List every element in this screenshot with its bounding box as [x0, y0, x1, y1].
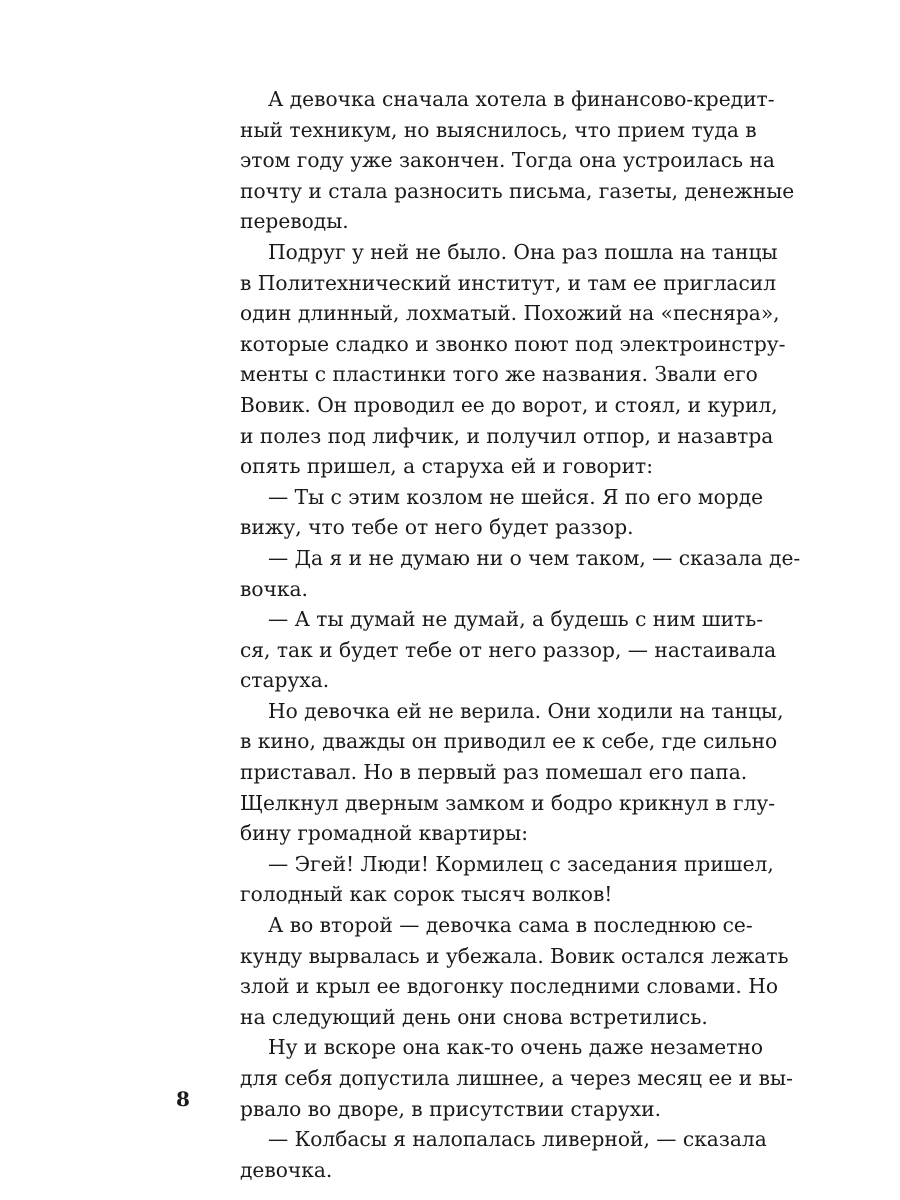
text-line: злой и крыл ее вдогонку последними словами. Но [240, 974, 778, 999]
text-line: на следующий день они снова встретились. [240, 1004, 708, 1029]
text-line: бину громадной квартиры: [240, 821, 529, 846]
text-line: Ну и вскоре она как-то очень даже незаметно [268, 1035, 763, 1060]
text-line: А во второй — девочка сама в последнюю се- [268, 913, 753, 938]
text-line: вочка. [240, 576, 308, 601]
page-number: 8 [176, 1087, 190, 1111]
text-line: А девочка сначала хотела в финансово-кредит- [268, 87, 775, 111]
body-text [240, 84, 801, 1185]
text-line: — Ты с этим козлом не шейся. Я по его морде [268, 484, 764, 509]
text-line: девочка. [240, 1157, 333, 1182]
text-line: Щелкнул дверным замком и бодро крикнул в глу- [240, 790, 776, 815]
text-line: для себя допустила лишнее, а через месяц ее и вы- [240, 1066, 793, 1090]
text-line: почту и стала разносить письма, газеты, денежные [240, 178, 795, 203]
text-line: старуха. [240, 668, 330, 693]
text-line: — Колбасы я налопалась ливерной, — сказала [268, 1127, 767, 1152]
text-line: ся, так и будет тебе от него раззор, — настаивала [240, 637, 777, 662]
text-line: в кино, дважды он приводил ее к себе, где сильно [240, 729, 778, 754]
text-line: в Политехнический институт, и там ее пригласил [240, 270, 777, 295]
text-line: голодный как сорок тысяч волков! [240, 882, 613, 907]
text-line: — А ты думай не думай, а будешь с ним шить- [268, 607, 764, 632]
text-line: Вовик. Он проводил ее до ворот, и стоял, и курил, [240, 392, 778, 417]
text-line: переводы. [240, 209, 349, 234]
text-line: менты с пластинки того же названия. Звали его [240, 362, 758, 387]
text-line: опять пришел, а старуха ей и говорит: [240, 454, 654, 479]
text-line: один длинный, лохматый. Похожий на «песняра», [240, 301, 780, 326]
text-line: ный техникум, но выяснилось, что прием туда в [240, 117, 757, 142]
text-line: вижу, что тебе от него будет раззор. [240, 515, 634, 540]
text-line: этом году уже закончен. Тогда она устроилась на [240, 148, 775, 173]
text-line: — Эгей! Люди! Кормилец с заседания пришел, [268, 851, 774, 876]
text-line: кунду вырвалась и убежала. Вовик остался лежать [240, 943, 789, 968]
text-line: — Да я и не думаю ни о чем таком, — сказала де- [268, 545, 801, 570]
text-line: рвало во дворе, в присутствии старухи. [240, 1096, 662, 1121]
text-line: Подруг у ней не было. Она раз пошла на танцы [268, 239, 778, 264]
text-line: Но девочка ей не верила. Они ходили на танцы, [268, 698, 784, 723]
text-line: приставал. Но в первый раз помешал его папа. [240, 760, 748, 785]
text-line: которые сладко и звонко поют под электроинстру- [240, 331, 786, 356]
text-line: и полез под лифчик, и получил отпор, и назавтра [240, 423, 774, 448]
